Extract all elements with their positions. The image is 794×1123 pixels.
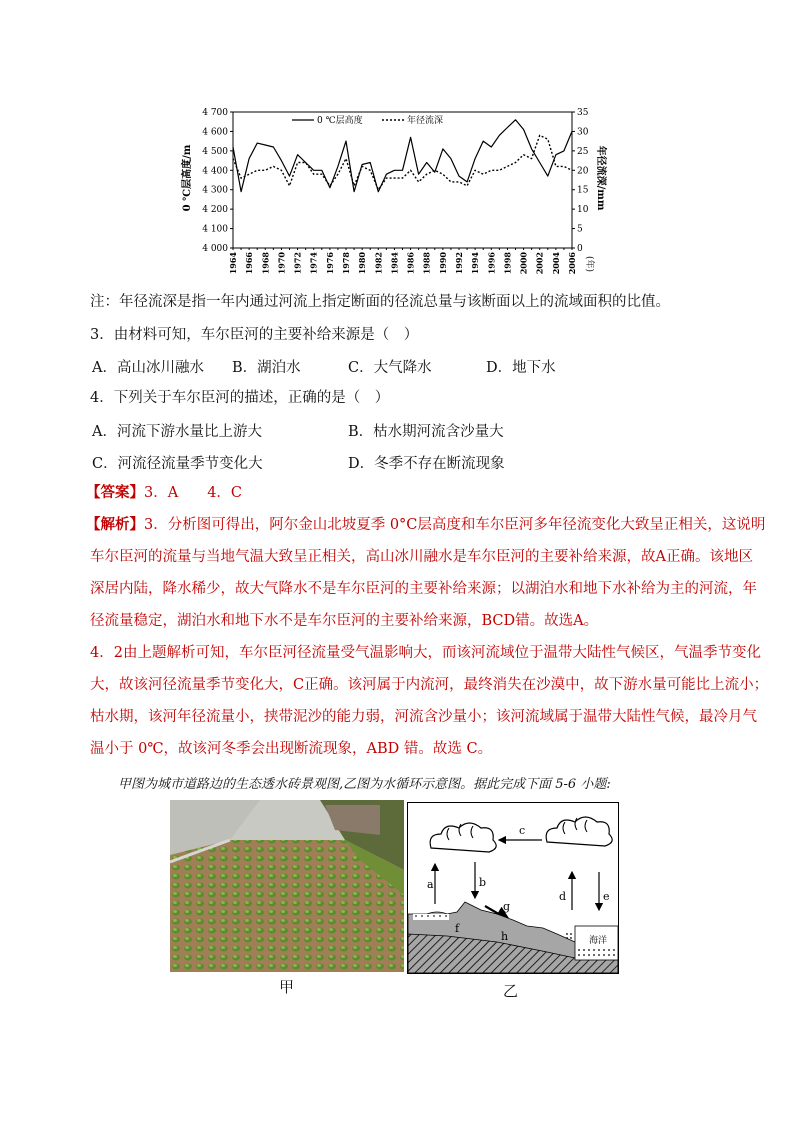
analysis-4-line-4: 温小于 0℃，故该河冬季会出现断流现象，ABD 错。故选 C。 [90, 741, 493, 757]
y-right-tick-label: 0 [577, 244, 583, 254]
y-left-tick-label: 4 100 [202, 224, 228, 235]
q4-option-d: D．冬季不存在断流现象 [348, 456, 505, 472]
analysis-3-line-1 [86, 515, 765, 535]
x-tick-label: 1974 [308, 252, 319, 275]
chart-ylabel-right: 年径流深/mm [595, 145, 606, 211]
runoff-chart [180, 100, 620, 280]
x-tick-label: 1976 [324, 252, 335, 275]
x-tick-label: 1994 [470, 252, 481, 275]
x-tick-label: 1992 [454, 252, 464, 275]
question-3-stem: 3．由材料可知，车尔臣河的主要补给来源是（ ） [90, 327, 419, 343]
x-tick-label: 1998 [502, 252, 513, 275]
y-left-tick-label: 4 400 [202, 166, 228, 177]
analysis-3-line-4: 径流量稳定，湖泊水和地下水不是车尔臣河的主要补给来源，BCD错。故选A。 [90, 613, 599, 629]
fig-jia-caption: 甲 [279, 978, 295, 996]
label-g: g [503, 900, 511, 913]
label-e: e [603, 890, 610, 903]
y-right-tick-label: 35 [577, 108, 589, 118]
q3-option-c: C．大气降水 [348, 360, 432, 376]
y-left-tick-label: 4 200 [202, 205, 228, 216]
answer-line [86, 483, 242, 503]
label-c: c [519, 824, 526, 837]
analysis-label: 【解析】 [86, 516, 144, 533]
analysis-3-line-3: 深居内陆，降水稀少，故大气降水不是车尔臣河的主要补给来源；以湖泊水和地下水补给为主的河流，年 [90, 581, 757, 597]
y-right-tick-label: 10 [577, 205, 589, 216]
chart-ylabel-left: 0 ℃层高度/m [182, 144, 193, 212]
x-tick-label: 1984 [389, 252, 400, 275]
y-right-tick-label: 20 [577, 166, 589, 177]
x-tick-label: 1982 [373, 252, 384, 275]
y-right-tick-label: 30 [577, 127, 589, 138]
analysis-3-line-1-text: 3．分析图可得出，阿尔金山北坡夏季 0°C层高度和车尔臣河多年径流变化大致呈正相关，这说明 [144, 517, 766, 533]
x-tick-label: 1972 [292, 252, 303, 275]
x-tick-label: 1990 [437, 252, 448, 275]
y-left-tick-label: 4 700 [202, 108, 228, 118]
chart-x-unit: (年) [584, 255, 594, 273]
x-tick-label: 2000 [518, 252, 529, 275]
x-tick-label: 1966 [244, 252, 255, 275]
fig-yi-caption: 乙 [503, 982, 519, 1000]
answer-text: 3．A 4．C [144, 485, 243, 501]
y-left-tick-label: 4 300 [202, 185, 228, 196]
legend-label-height: 0 ℃层高度 [317, 116, 363, 126]
q3-option-a: A．高山冰川融水 [92, 360, 204, 376]
water-cycle-diagram [407, 802, 619, 974]
y-right-tick-label: 5 [577, 224, 583, 235]
x-tick-label: 2004 [550, 252, 561, 275]
label-sea: 海洋 [589, 936, 608, 946]
label-a: a [427, 878, 434, 891]
x-tick-label: 1968 [260, 252, 271, 275]
note-text: 注：年径流深是指一年内通过河流上指定断面的径流总量与该断面以上的流域面积的比值。 [90, 294, 670, 310]
x-tick-label: 1970 [276, 252, 287, 275]
permeable-brick-photo [170, 800, 404, 972]
q4-option-c: C．河流径流量季节变化大 [92, 456, 263, 472]
y-left-tick-label: 4 000 [202, 244, 228, 254]
series-line-runoff-depth [233, 135, 572, 189]
answer-label: 【答案】 [86, 484, 144, 501]
y-right-tick-label: 15 [577, 185, 589, 196]
label-f: f [455, 922, 460, 935]
q4-option-a: A．河流下游水量比上游大 [92, 424, 262, 440]
analysis-4-line-1: 4．2由上题解析可知，车尔臣河径流量受气温影响大，而该河流域位于温带大陆性气候区，气温季节变化 [90, 645, 761, 661]
plot-frame [233, 112, 572, 248]
analysis-3-line-2: 车尔臣河的流量与当地气温大致呈正相关，高山冰川融水是车尔臣河的主要补给来源，故A正确。该地区 [90, 549, 753, 565]
intro-5-6: 甲图为城市道路边的生态透水砖景观图,乙图为水循环示意图。据此完成下面 5-6 小题: [118, 777, 611, 792]
x-tick-label: 2002 [534, 252, 545, 275]
question-4-stem: 4．下列关于车尔臣河的描述，正确的是（ ） [90, 390, 390, 406]
q3-option-d: D．地下水 [486, 360, 556, 376]
x-tick-label: 1978 [341, 252, 351, 275]
q4-option-b: B．枯水期河流含沙量大 [348, 424, 504, 440]
x-tick-label: 1996 [486, 252, 497, 275]
y-left-tick-label: 4 600 [202, 127, 228, 138]
x-tick-label: 1988 [421, 252, 432, 275]
x-tick-label: 1964 [228, 252, 238, 275]
y-right-tick-label: 25 [577, 146, 589, 157]
analysis-4-line-3: 枯水期，该河年径流量小，挟带泥沙的能力弱，河流含沙量小；该河流域属于温带大陆性气候，最冷月气 [90, 709, 757, 725]
analysis-4-line-2: 大，故该河径流量季节变化大，C正确。该河属于内流河，最终消失在沙漠中，故下游水量可能比上流小； [90, 677, 769, 693]
x-tick-label: 1986 [405, 252, 416, 275]
label-d: d [559, 890, 567, 903]
x-tick-label: 2006 [567, 252, 577, 275]
y-left-tick-label: 4 500 [202, 146, 228, 157]
x-tick-label: 1980 [357, 252, 368, 275]
q3-option-b: B．湖泊水 [232, 360, 301, 376]
legend-label-runoff: 年径流深 [407, 116, 444, 126]
label-h: h [501, 930, 509, 943]
series-line-0c-height [233, 120, 572, 192]
label-b: b [479, 876, 487, 889]
